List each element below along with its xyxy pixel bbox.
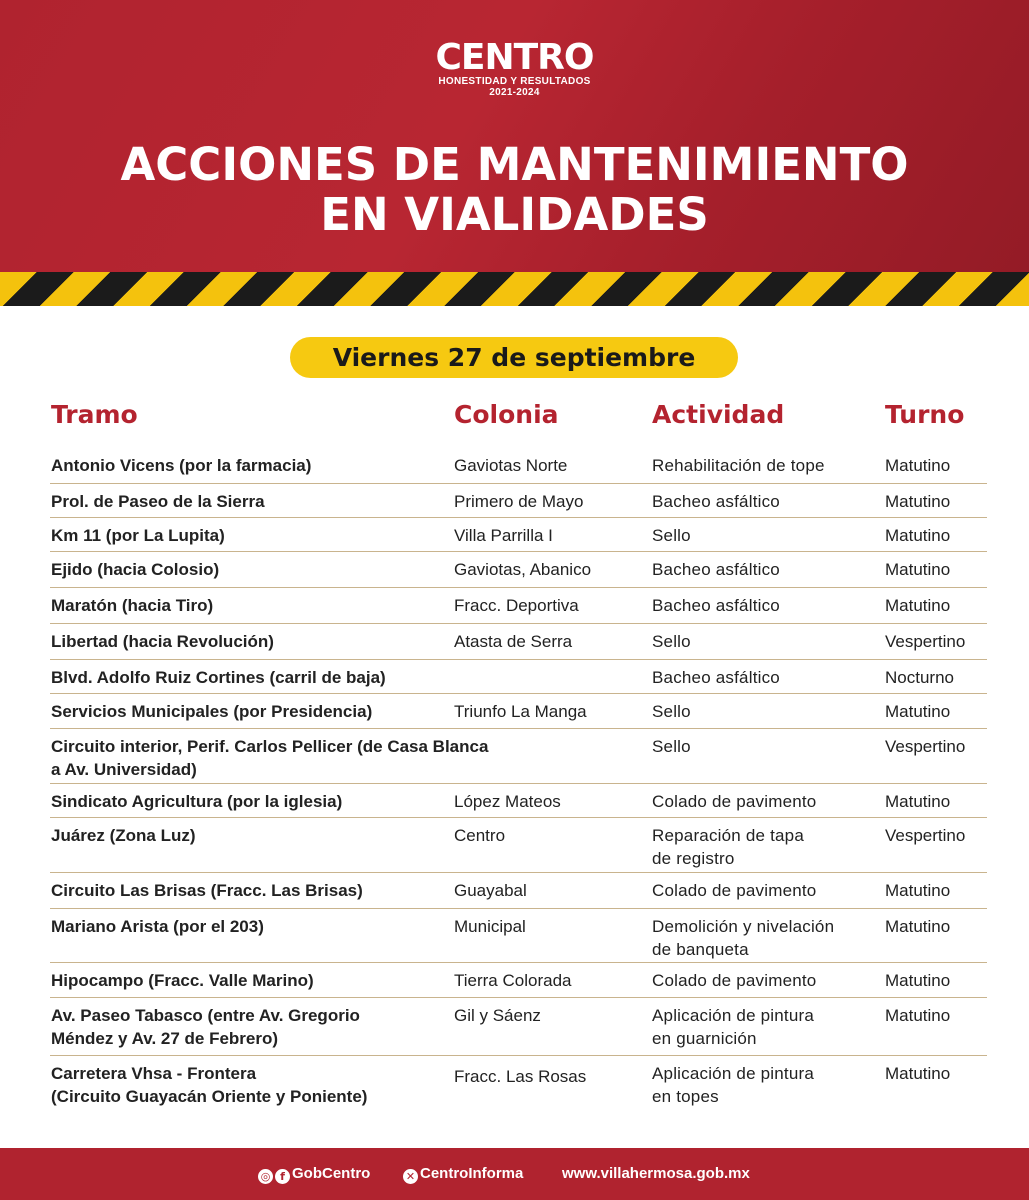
cell-turno: Matutino xyxy=(885,596,951,615)
cell-turno: Matutino xyxy=(885,971,951,990)
cell-turno: Matutino xyxy=(885,560,951,579)
cell-colonia: Municipal xyxy=(454,917,526,936)
cell-actividad: Reparación de tapa de registro xyxy=(652,826,804,868)
table-row xyxy=(50,484,987,518)
cell-colonia: Villa Parrilla I xyxy=(454,526,553,545)
website-link[interactable]: www.villahermosa.gob.mx xyxy=(562,1165,750,1182)
cell-colonia: Atasta de Serra xyxy=(454,632,573,651)
cell-tramo: Hipocampo (Fracc. Valle Marino) xyxy=(51,971,314,990)
cell-actividad: Aplicación de pintura en guarnición xyxy=(652,1006,815,1048)
social-handle-1: GobCentro xyxy=(292,1165,371,1182)
table-row xyxy=(50,729,987,784)
cell-actividad: Bacheo asfáltico xyxy=(652,596,780,615)
social-gobcentro[interactable] xyxy=(258,1148,370,1200)
cell-actividad: Aplicación de pintura en topes xyxy=(652,1064,815,1106)
cell-actividad: Colado de pavimento xyxy=(652,971,817,990)
cell-colonia: Fracc. Deportiva xyxy=(454,596,579,615)
cell-turno: Matutino xyxy=(885,526,951,545)
cell-tramo: Km 11 (por La Lupita) xyxy=(51,526,225,545)
logo-tagline: HONESTIDAD Y RESULTADOS xyxy=(438,76,591,87)
table-row xyxy=(50,784,987,818)
cell-tramo: Servicios Municipales (por Presidencia) xyxy=(51,702,373,721)
table-row xyxy=(50,448,987,484)
title-line-2: EN VIALIDADES xyxy=(320,188,709,241)
cell-tramo: Sindicato Agricultura (por la iglesia) xyxy=(51,792,343,811)
table-row xyxy=(50,963,987,998)
cell-tramo: Antonio Vicens (por la farmacia) xyxy=(51,456,312,475)
cell-turno: Matutino xyxy=(885,456,951,475)
logo-period: 2021-2024 xyxy=(489,87,540,98)
cell-turno: Matutino xyxy=(885,1006,951,1025)
cell-turno: Matutino xyxy=(885,917,951,936)
cell-tramo: Prol. de Paseo de la Sierra xyxy=(51,492,265,511)
cell-turno: Vespertino xyxy=(885,737,966,756)
cell-tramo: Mariano Arista (por el 203) xyxy=(51,917,264,936)
cell-tramo: Av. Paseo Tabasco (entre Av. Gregorio Méndez y Av. 27 de Febrero) xyxy=(51,1006,360,1048)
header-banner xyxy=(0,0,1029,272)
cell-colonia: Gaviotas Norte xyxy=(454,456,568,475)
cell-colonia: López Mateos xyxy=(454,792,561,811)
cell-actividad: Colado de pavimento xyxy=(652,792,817,811)
cell-colonia: Triunfo La Manga xyxy=(454,702,587,721)
cell-actividad: Demolición y nivelación de banqueta xyxy=(652,917,835,959)
cell-turno: Vespertino xyxy=(885,826,966,845)
centro-logo xyxy=(0,37,1029,98)
page-title xyxy=(0,140,1029,240)
cell-tramo: Libertad (hacia Revolución) xyxy=(51,632,274,651)
table-row xyxy=(50,552,987,588)
date-badge: Viernes 27 de septiembre xyxy=(290,337,738,378)
cell-actividad: Sello xyxy=(652,702,691,721)
instagram-icon: ◎ xyxy=(258,1169,273,1184)
cell-tramo: Carretera Vhsa - Frontera (Circuito Guayacán Oriente y Poniente) xyxy=(51,1064,368,1106)
table-row xyxy=(50,998,987,1056)
cell-actividad: Rehabilitación de tope xyxy=(652,456,825,475)
column-header-colonia: Colonia xyxy=(454,400,559,429)
cell-tramo: Blvd. Adolfo Ruiz Cortines (carril de baja) xyxy=(51,668,386,687)
cell-actividad: Sello xyxy=(652,632,691,651)
cell-colonia: Tierra Colorada xyxy=(454,971,572,990)
cell-turno: Vespertino xyxy=(885,632,966,651)
column-header-actividad: Actividad xyxy=(652,400,785,429)
cell-turno: Matutino xyxy=(885,792,951,811)
cell-colonia: Gaviotas, Abanico xyxy=(454,560,592,579)
cell-tramo: Ejido (hacia Colosio) xyxy=(51,560,220,579)
cell-turno: Matutino xyxy=(885,702,951,721)
cell-colonia: Guayabal xyxy=(454,881,527,900)
cell-actividad: Bacheo asfáltico xyxy=(652,560,780,579)
cell-turno: Nocturno xyxy=(885,668,954,687)
social-centroinforma[interactable] xyxy=(403,1148,523,1200)
table-row xyxy=(50,818,987,873)
table-row xyxy=(50,909,987,963)
table-row xyxy=(50,694,987,729)
table-row xyxy=(50,588,987,624)
cell-actividad: Bacheo asfáltico xyxy=(652,668,780,687)
table-row xyxy=(50,1056,987,1114)
facebook-icon: f xyxy=(275,1169,290,1184)
cell-tramo: Circuito interior, Perif. Carlos Pellicer (de Casa Blanca a Av. Universidad) xyxy=(51,737,489,779)
cell-colonia: Gil y Sáenz xyxy=(454,1006,541,1025)
cell-colonia: Fracc. Las Rosas xyxy=(454,1067,587,1086)
cell-tramo: Maratón (hacia Tiro) xyxy=(51,596,214,615)
column-header-tramo: Tramo xyxy=(51,400,138,429)
cell-tramo: Juárez (Zona Luz) xyxy=(51,826,196,845)
table-row xyxy=(50,624,987,660)
x-icon: ✕ xyxy=(403,1169,418,1184)
cell-actividad: Bacheo asfáltico xyxy=(652,492,780,511)
title-line-1: ACCIONES DE MANTENIMIENTO xyxy=(120,138,909,191)
footer-bar xyxy=(0,1148,1029,1200)
cell-colonia: Primero de Mayo xyxy=(454,492,584,511)
column-header-turno: Turno xyxy=(885,400,965,429)
cell-turno: Matutino xyxy=(885,1064,951,1083)
table-row xyxy=(50,660,987,694)
table-row xyxy=(50,518,987,552)
caution-stripes xyxy=(0,272,1029,306)
cell-actividad: Colado de pavimento xyxy=(652,881,817,900)
cell-turno: Matutino xyxy=(885,881,951,900)
logo-word: CENTRO xyxy=(435,37,594,78)
cell-colonia: Centro xyxy=(454,826,506,845)
social-handle-2: CentroInforma xyxy=(420,1165,524,1182)
cell-tramo: Circuito Las Brisas (Fracc. Las Brisas) xyxy=(51,881,363,900)
table-row xyxy=(50,873,987,909)
cell-actividad: Sello xyxy=(652,737,691,756)
maintenance-table xyxy=(50,448,987,1114)
cell-actividad: Sello xyxy=(652,526,691,545)
cell-turno: Matutino xyxy=(885,492,951,511)
